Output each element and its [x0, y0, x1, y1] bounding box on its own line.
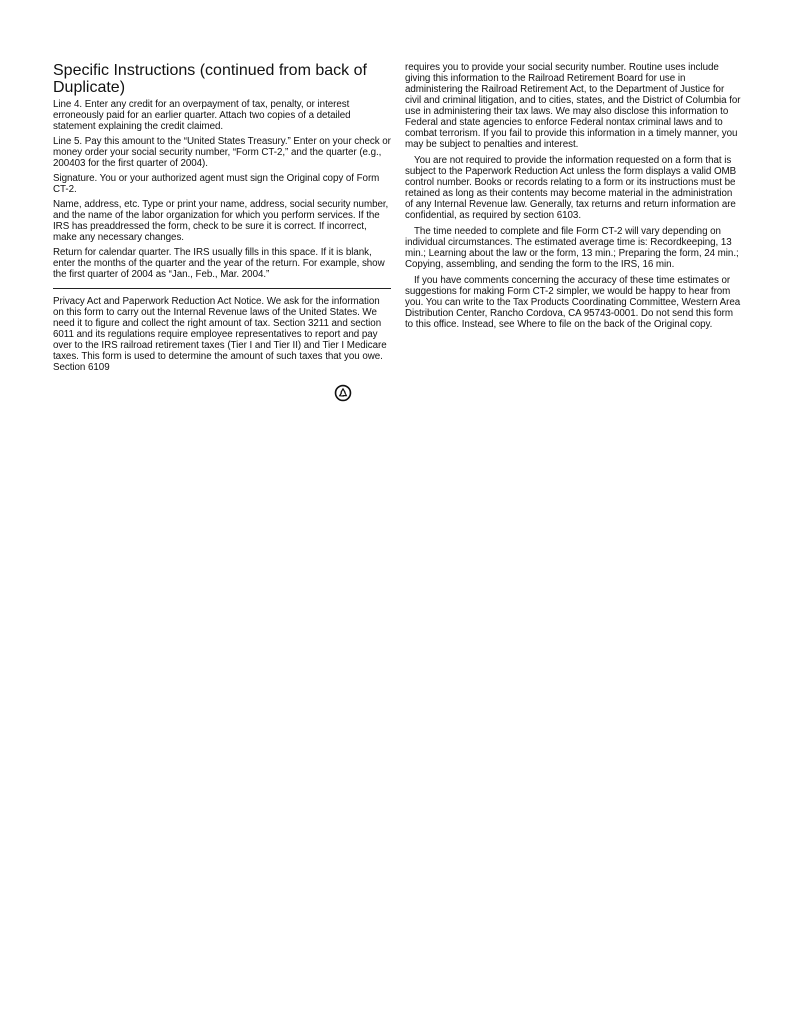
- time-estimate-paragraph: The time needed to complete and file Form CT-2 will vary depending on individual circumstances. The estimated average time is: Recordkeeping, 13 min.; Learning about the law or the form, 13 min.; Preparing the form, 24 min.; Copying, assembling, and sending the form to the IRS, 16 min.: [405, 226, 739, 270]
- name-address-instructions: Name, address, etc. Type or print your name, address, social security number, and the name of the labor organization for which you perform services. If the IRS has preaddressed the form, check to be sure it is correct. If incorrect, make any necessary changes.: [53, 199, 389, 243]
- signature-instructions: Signature. You or your authorized agent must sign the Original copy of Form CT-2.: [53, 173, 380, 195]
- paperwork-reduction-paragraph: You are not required to provide the information requested on a form that is subject to the Paperwork Reduction Act unless the form displays a valid OMB control number. Books or records relating to a form or its instructions must be retained as long as their contents may become material in the administration of any Internal Revenue law. Generally, tax returns and return information are confidential, as required by section 6103.: [405, 155, 737, 221]
- line-4-instructions: Line 4. Enter any credit for an overpayment of tax, penalty, or interest erroneously paid for an earlier quarter. Attach two copies of a detailed statement explaining the credit claimed.: [53, 99, 351, 132]
- line-5-instructions: Line 5. Pay this amount to the “United States Treasury.” Enter on your check or money order your social security number, “Form CT-2,” and the quarter (e.g., 200403 for the first quarter of 2004).: [53, 136, 391, 169]
- privacy-act-notice: Privacy Act and Paperwork Reduction Act Notice. We ask for the information on this form to carry out the Internal Revenue laws of the United States. We need it to figure and collect the right amount of tax. Section 3211 and section 6011 and its regulations require employee representatives to report and pay over to the IRS railroad retirement taxes (Tier I and Tier II) and Tier I Medicare taxes. This form is used to determine the amount of such taxes that you owe. Section 6109: [53, 296, 387, 373]
- section-heading: Specific Instructions (continued from back of Duplicate): [53, 62, 367, 96]
- return-quarter-instructions: Return for calendar quarter. The IRS usually fills in this space. If it is blank, enter the months of the quarter and the year of the return. For example, show the first quarter of 2004 as “Jan., Feb., Mar. 2004.”: [53, 247, 385, 280]
- right-column: [405, 62, 741, 335]
- left-column: [53, 62, 391, 373]
- privacy-notice-continued: requires you to provide your social security number. Routine uses include giving this information to the Railroad Retirement Board for use in administering the Railroad Retirement Act, to the Department of Justice for civil and criminal litigation, and to cities, states, and the District of Columbia for use in administering their tax laws. We may also disclose this information to Federal and state agencies to enforce Federal nontax criminal laws and to combat terrorism. If you fail to provide this information in a timely manner, you may be subject to penalties and interest.: [405, 62, 741, 150]
- comments-paragraph: If you have comments concerning the accuracy of these time estimates or suggestions for making Form CT-2 simpler, we would be happy to hear from you. You can write to the Tax Products Coordinating Committee, Western Area Distribution Center, Rancho Cordova, CA 95743-0001. Do not send this form to this office. Instead, see Where to file on the back of the Original copy.: [405, 275, 741, 330]
- section-divider: [53, 288, 391, 289]
- recycle-icon: [334, 384, 352, 402]
